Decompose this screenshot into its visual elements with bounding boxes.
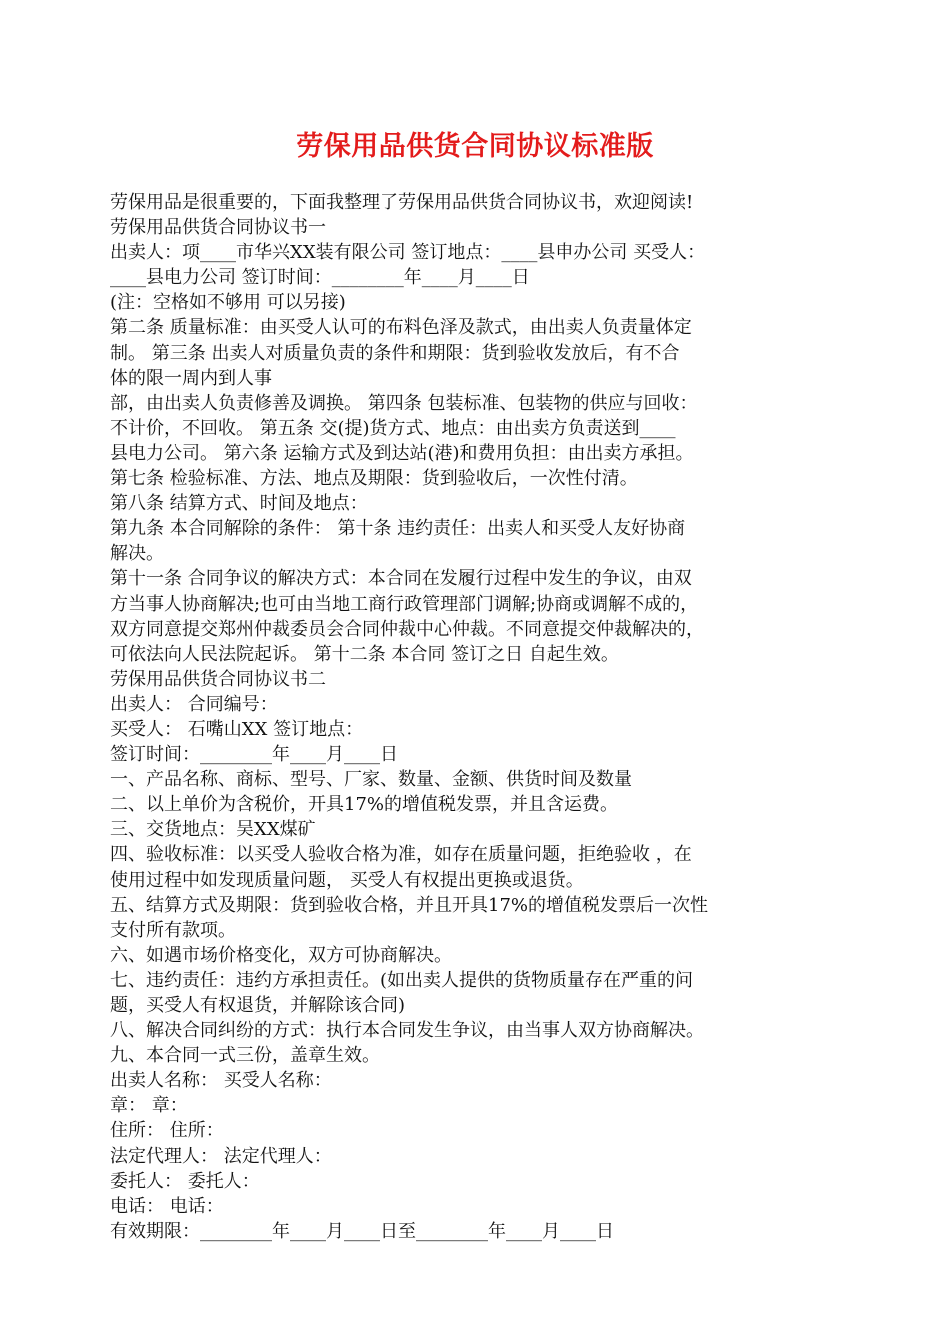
text-line: 八、解决合同纠纷的方式：执行本合同发生争议，由当事人双方协商解决。 (110, 1020, 704, 1042)
text-line: ____县电力公司 签订时间：________年____月____日 (110, 267, 530, 289)
text-line: 县电力公司。 第六条 运输方式及到达站(港)和费用负担：由出卖方承担。 (110, 442, 694, 464)
text-line: 六、如遇市场价格变化，双方可协商解决。 (110, 944, 452, 966)
text-line: (注：空格如不够用 可以另接) (110, 292, 346, 314)
text-line: 住所： 住所： (110, 1120, 224, 1142)
text-line: 二、以上单价为含税价，开具17%的增值税发票，并且含运费。 (110, 794, 619, 816)
text-line: 方当事人协商解决;也可由当地工商行政管理部门调解;协商或调解不成的， (110, 593, 699, 615)
text-line: 章： 章： (110, 1095, 188, 1117)
text-line: 双方同意提交郑州仲裁委员会合同仲裁中心仲裁。不同意提交仲裁解决的， (110, 618, 704, 640)
text-line: 有效期限：________年____月____日至________年____月____日 (110, 1220, 614, 1242)
text-line: 使用过程中如发现质量问题， 买受人有权提出更换或退货。 (110, 869, 584, 891)
document-body (110, 190, 855, 1244)
text-line: 第七条 检验标准、方法、地点及期限：货到验收后，一次性付清。 (110, 468, 638, 490)
text-line: 可依法向人民法院起诉。 第十二条 本合同 签订之日 自起生效。 (110, 643, 619, 665)
text-line: 电话： 电话： (110, 1195, 224, 1217)
text-line: 五、结算方式及期限：货到验收合格，并且开具17%的增值税发票后一次性 (110, 894, 709, 916)
text-line: 第八条 结算方式、时间及地点： (110, 493, 368, 515)
text-line: 劳保用品供货合同协议书二 (110, 668, 326, 690)
text-line: 出卖人名称： 买受人名称： (110, 1070, 332, 1092)
text-line: 不计价，不回收。 第五条 交(提)货方式、地点：由出卖方负责送到____ (110, 417, 676, 439)
text-line: 三、交货地点：吴XX煤矿 (110, 819, 316, 841)
text-line: 委托人： 委托人： (110, 1170, 260, 1192)
text-line: 出卖人： 合同编号： (110, 693, 278, 715)
text-line: 七、违约责任：违约方承担责任。(如出卖人提供的货物质量存在严重的问 (110, 969, 694, 991)
text-line: 部，由出卖人负责修善及调换。 第四条 包装标准、包装物的供应与回收： (110, 392, 698, 414)
text-line: 劳保用品供货合同协议书一 (110, 217, 326, 239)
text-line: 解决。 (110, 543, 164, 565)
text-line: 一、产品名称、商标、型号、厂家、数量、金额、供货时间及数量 (110, 769, 632, 791)
text-line: 制。 第三条 出卖人对质量负责的条件和期限：货到验收发放后，有不合 (110, 342, 680, 364)
text-line: 法定代理人： 法定代理人： (110, 1145, 332, 1167)
text-line: 四、验收标准：以买受人验收合格为准，如存在质量问题，拒绝验收 ，在 (110, 844, 692, 866)
document-title: 劳保用品供货合同协议标准版 (296, 131, 654, 162)
text-line: 第十一条 合同争议的解决方式：本合同在发履行过程中发生的争议，由双 (110, 568, 692, 590)
text-line: 体的限一周内到人事 (110, 367, 272, 389)
text-line: 签订时间：________年____月____日 (110, 744, 398, 766)
text-line: 第九条 本合同解除的条件： 第十条 违约责任：出卖人和买受人友好协商 (110, 518, 686, 540)
text-line: 出卖人：项____市华兴XX装有限公司 签订地点：____县申办公司 买受人： (110, 242, 706, 264)
text-line: 支付所有款项。 (110, 919, 236, 941)
text-line: 买受人： 石嘴山XX 签订地点： (110, 718, 364, 740)
text-line: 第二条 质量标准：由买受人认可的布料色泽及款式，由出卖人负责量体定 (110, 317, 692, 339)
text-line: 劳保用品是很重要的，下面我整理了劳保用品供货合同协议书，欢迎阅读! (110, 192, 694, 213)
text-line: 九、本合同一式三份，盖章生效。 (110, 1045, 380, 1067)
text-line: 题，买受人有权退货，并解除该合同) (110, 995, 406, 1016)
